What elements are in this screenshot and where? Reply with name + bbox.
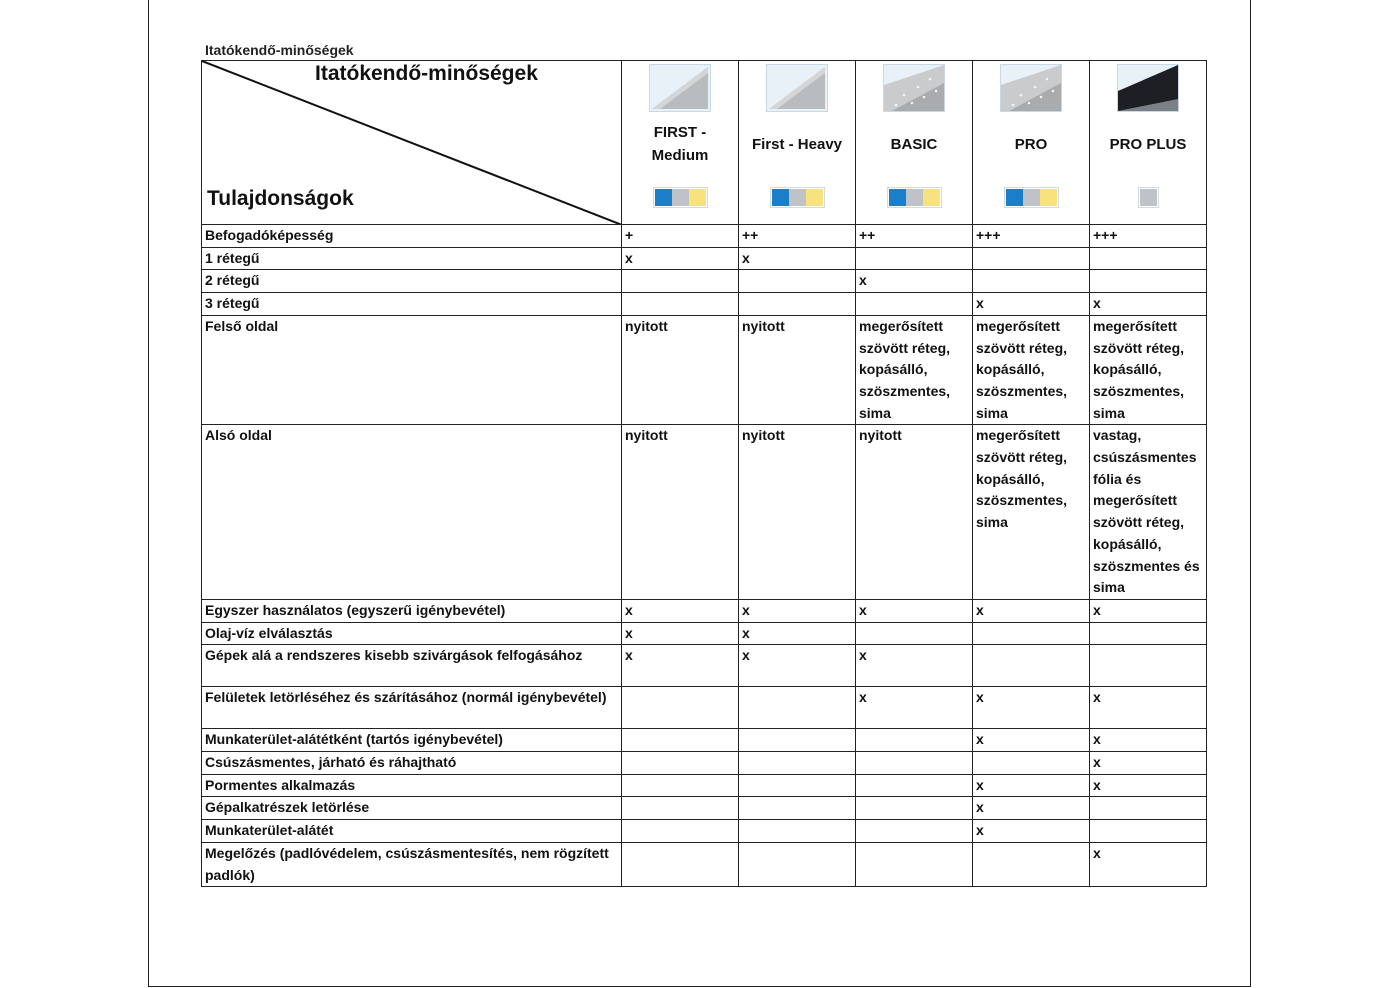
value-cell: x xyxy=(856,270,973,293)
table-row xyxy=(202,729,1207,752)
value-cell: megerősített szövött réteg, kopásálló, szöszmentes, sima xyxy=(973,425,1090,600)
value-cell: nyitott xyxy=(622,315,739,425)
value-cell: nyitott xyxy=(856,425,973,600)
value-cell xyxy=(856,797,973,820)
color-swatch xyxy=(772,189,789,206)
value-cell xyxy=(622,687,739,729)
comparison-table xyxy=(201,60,1207,887)
value-cell: nyitott xyxy=(739,315,856,425)
color-swatch xyxy=(906,189,923,206)
product-name: BASIC xyxy=(890,135,938,153)
value-cell xyxy=(1090,797,1207,820)
table-row xyxy=(202,842,1207,886)
product-name: FIRST - Medium xyxy=(651,124,709,164)
table-row xyxy=(202,645,1207,687)
swatch-frame xyxy=(887,187,942,208)
value-cell: x xyxy=(1090,599,1207,622)
property-label: Egyszer használatos (egyszerű igénybevétel) xyxy=(202,599,622,622)
color-swatches xyxy=(973,187,1089,208)
color-swatch xyxy=(1140,189,1157,206)
color-swatch xyxy=(889,189,906,206)
value-cell xyxy=(622,270,739,293)
value-cell: x xyxy=(973,687,1090,729)
value-cell: megerősített szövött réteg, kopásálló, szöszmentes, sima xyxy=(973,315,1090,425)
value-cell xyxy=(739,842,856,886)
value-cell xyxy=(973,645,1090,687)
property-label: Olaj-víz elválasztás xyxy=(202,622,622,645)
table-row xyxy=(202,820,1207,843)
value-cell: nyitott xyxy=(739,425,856,600)
value-cell xyxy=(739,293,856,316)
table-row xyxy=(202,293,1207,316)
value-cell: x xyxy=(622,247,739,270)
value-cell xyxy=(739,820,856,843)
value-cell xyxy=(739,774,856,797)
color-swatch xyxy=(1023,189,1040,206)
color-swatches xyxy=(622,187,738,208)
property-label: 1 rétegű xyxy=(202,247,622,270)
value-cell: x xyxy=(856,599,973,622)
value-cell: x xyxy=(973,774,1090,797)
table-row xyxy=(202,622,1207,645)
color-swatch xyxy=(789,189,806,206)
color-swatch xyxy=(655,189,672,206)
value-cell xyxy=(973,752,1090,775)
value-cell: x xyxy=(973,599,1090,622)
table-row xyxy=(202,687,1207,729)
property-label: Befogadóképesség xyxy=(202,225,622,248)
swatch-frame xyxy=(1004,187,1059,208)
value-cell: vastag, csúszásmentes fólia és megerősített szövött réteg, kopásálló, szöszmentes és sima xyxy=(1090,425,1207,600)
value-cell: +++ xyxy=(973,225,1090,248)
value-cell xyxy=(1090,820,1207,843)
property-label: Felső oldal xyxy=(202,315,622,425)
value-cell: nyitott xyxy=(622,425,739,600)
corner-bottom-label: Tulajdonságok xyxy=(207,187,354,210)
value-cell xyxy=(1090,645,1207,687)
swatch-frame xyxy=(770,187,825,208)
value-cell: x xyxy=(739,622,856,645)
property-label: Alsó oldal xyxy=(202,425,622,600)
color-swatch xyxy=(1040,189,1057,206)
property-label: Munkaterület-alátét xyxy=(202,820,622,843)
value-cell: x xyxy=(622,622,739,645)
value-cell: x xyxy=(1090,729,1207,752)
value-cell: megerősített szövött réteg, kopásálló, szöszmentes, sima xyxy=(856,315,973,425)
value-cell: x xyxy=(739,247,856,270)
value-cell: x xyxy=(973,797,1090,820)
value-cell xyxy=(1090,247,1207,270)
value-cell: x xyxy=(1090,687,1207,729)
product-image xyxy=(883,64,945,112)
table-row xyxy=(202,225,1207,248)
corner-top-label: Itatókendő-minőségek xyxy=(315,62,538,85)
table-row xyxy=(202,774,1207,797)
color-swatch xyxy=(923,189,940,206)
product-header-4 xyxy=(973,61,1090,225)
value-cell xyxy=(973,247,1090,270)
color-swatches xyxy=(856,187,972,208)
value-cell xyxy=(622,774,739,797)
value-cell xyxy=(973,842,1090,886)
product-name: PRO xyxy=(1014,135,1048,153)
table-row xyxy=(202,270,1207,293)
color-swatch xyxy=(1006,189,1023,206)
color-swatches xyxy=(1090,187,1206,208)
value-cell xyxy=(622,820,739,843)
value-cell: x xyxy=(856,687,973,729)
value-cell xyxy=(856,774,973,797)
value-cell xyxy=(622,797,739,820)
color-swatch xyxy=(689,189,706,206)
property-label: Csúszásmentes, járható és ráhajtható xyxy=(202,752,622,775)
value-cell: x xyxy=(622,645,739,687)
property-label: Gépalkatrészek letörlése xyxy=(202,797,622,820)
value-cell: + xyxy=(622,225,739,248)
property-label: Megelőzés (padlóvédelem, csúszásmentesítés, nem rögzített padlók) xyxy=(202,842,622,886)
product-image xyxy=(1117,64,1179,112)
swatch-frame xyxy=(653,187,708,208)
table-row xyxy=(202,752,1207,775)
header-row xyxy=(202,61,1207,225)
value-cell: x xyxy=(973,729,1090,752)
value-cell xyxy=(739,752,856,775)
table-row xyxy=(202,247,1207,270)
value-cell: x xyxy=(1090,774,1207,797)
corner-cell xyxy=(202,61,622,225)
color-swatches xyxy=(739,187,855,208)
table-row xyxy=(202,425,1207,600)
sheet-title: Itatókendő-minőségek xyxy=(205,42,354,58)
value-cell: megerősített szövött réteg, kopásálló, szöszmentes, sima xyxy=(1090,315,1207,425)
product-image xyxy=(766,64,828,112)
value-cell: ++ xyxy=(856,225,973,248)
swatch-frame xyxy=(1138,187,1159,208)
value-cell xyxy=(739,270,856,293)
value-cell xyxy=(856,247,973,270)
value-cell xyxy=(856,752,973,775)
property-label: Pormentes alkalmazás xyxy=(202,774,622,797)
value-cell: x xyxy=(973,293,1090,316)
value-cell: ++ xyxy=(739,225,856,248)
value-cell xyxy=(1090,270,1207,293)
value-cell xyxy=(856,842,973,886)
product-image xyxy=(1000,64,1062,112)
value-cell xyxy=(973,270,1090,293)
value-cell xyxy=(1090,622,1207,645)
value-cell: x xyxy=(739,599,856,622)
product-header-5 xyxy=(1090,61,1207,225)
product-header-1 xyxy=(622,61,739,225)
value-cell: x xyxy=(1090,752,1207,775)
value-cell xyxy=(856,293,973,316)
value-cell xyxy=(622,293,739,316)
value-cell xyxy=(973,622,1090,645)
value-cell: +++ xyxy=(1090,225,1207,248)
value-cell: x xyxy=(973,820,1090,843)
value-cell xyxy=(739,687,856,729)
value-cell xyxy=(622,842,739,886)
value-cell xyxy=(622,752,739,775)
table-row xyxy=(202,599,1207,622)
color-swatch xyxy=(806,189,823,206)
product-header-3 xyxy=(856,61,973,225)
value-cell: x xyxy=(856,645,973,687)
product-header-2 xyxy=(739,61,856,225)
property-label: 2 rétegű xyxy=(202,270,622,293)
table-body xyxy=(202,61,1207,887)
property-label: Felületek letörléséhez és szárításához (normál igénybevétel) xyxy=(202,687,622,729)
value-cell: x xyxy=(739,645,856,687)
product-image xyxy=(649,64,711,112)
value-cell: x xyxy=(1090,842,1207,886)
property-label: Gépek alá a rendszeres kisebb szivárgások felfogásához xyxy=(202,645,622,687)
value-cell xyxy=(739,797,856,820)
color-swatch xyxy=(672,189,689,206)
value-cell xyxy=(739,729,856,752)
product-name: PRO PLUS xyxy=(1109,135,1187,153)
value-cell: x xyxy=(622,599,739,622)
value-cell xyxy=(856,820,973,843)
value-cell xyxy=(856,622,973,645)
value-cell xyxy=(622,729,739,752)
property-label: 3 rétegű xyxy=(202,293,622,316)
table-row xyxy=(202,797,1207,820)
table-row xyxy=(202,315,1207,425)
value-cell xyxy=(856,729,973,752)
product-name: First - Heavy xyxy=(751,135,843,153)
property-label: Munkaterület-alátétként (tartós igénybevétel) xyxy=(202,729,622,752)
value-cell: x xyxy=(1090,293,1207,316)
